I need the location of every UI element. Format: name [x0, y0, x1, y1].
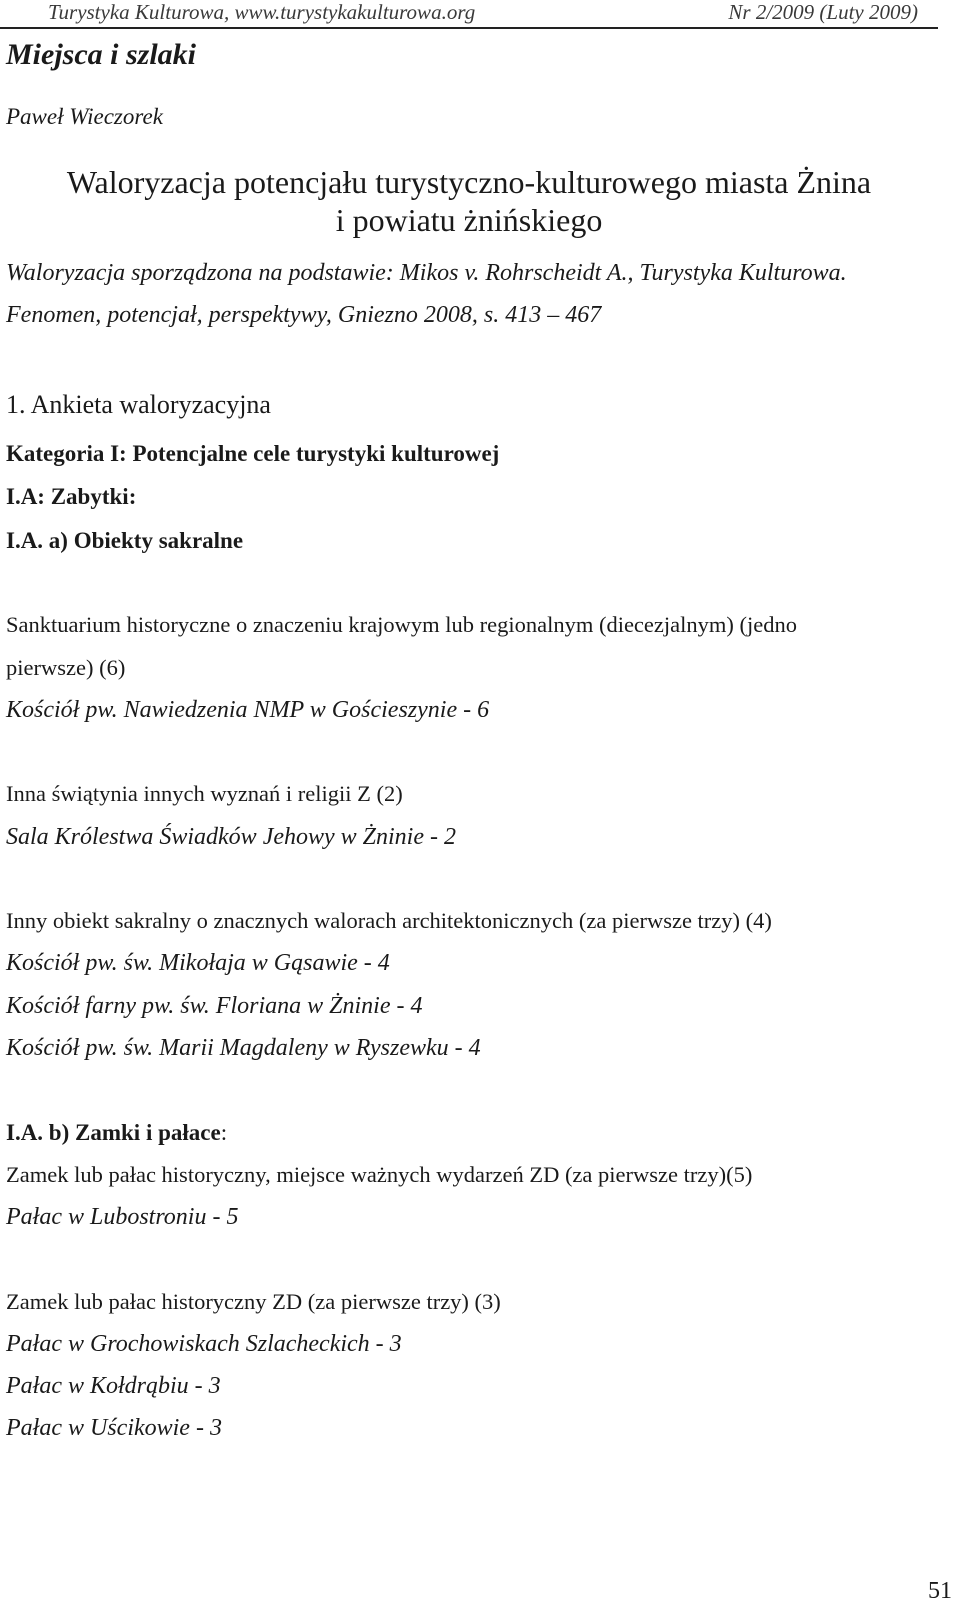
- list-item: Kościół farny pw. św. Floriana w Żninie - 4: [6, 993, 423, 1019]
- source-line1: Waloryzacja sporządzona na podstawie: Mikos v. Rohrscheidt A., Turystyka Kulturowa.: [6, 260, 847, 286]
- obiekty-sakralne-heading: I.A. a) Obiekty sakralne: [6, 528, 244, 553]
- list-item: Pałac w Lubostroniu - 5: [6, 1204, 239, 1230]
- list-item: Pałac w Uścikowie - 3: [6, 1415, 222, 1441]
- zamki-palace-label: I.A. b) Zamki i pałace: [6, 1120, 221, 1145]
- inny-obiekt-category: Inny obiekt sakralny o znacznych walorach architektonicznych (za pierwsze trzy) (4): [6, 908, 772, 933]
- list-item: Kościół pw. św. Mikołaja w Gąsawie - 4: [6, 950, 390, 976]
- source-line2: Fenomen, potencjał, perspektywy, Gniezno 2008, s. 413 – 467: [6, 302, 602, 328]
- section-title: Miejsca i szlaki: [6, 38, 197, 71]
- list-item: Sala Królestwa Świadków Jehowy w Żninie - 2: [6, 824, 456, 850]
- list-item: Pałac w Kołdrąbiu - 3: [6, 1373, 221, 1399]
- running-header-right: Nr 2/2009 (Luty 2009): [728, 0, 918, 24]
- zamki-palace-heading: [6, 1120, 227, 1146]
- sanktuarium-line2: pierwsze) (6): [6, 655, 126, 680]
- zabytki-heading: I.A: Zabytki:: [6, 484, 137, 509]
- page-number: 51: [928, 1578, 952, 1604]
- author: Paweł Wieczorek: [6, 104, 163, 129]
- article-title-line1: Waloryzacja potencjału turystyczno-kulturowego miasta Żnina: [66, 164, 872, 200]
- heading-colon: :: [220, 1120, 228, 1145]
- header-rule: [0, 27, 938, 29]
- zamek-category-2: Zamek lub pałac historyczny ZD (za pierwsze trzy) (3): [6, 1289, 501, 1314]
- zamek-category-1: Zamek lub pałac historyczny, miejsce ważnych wydarzeń ZD (za pierwsze trzy)(5): [6, 1162, 753, 1187]
- list-item: Kościół pw. Nawiedzenia NMP w Gościeszynie - 6: [6, 697, 490, 723]
- article-title-line2: i powiatu żnińskiego: [335, 202, 603, 238]
- sanktuarium-line1: Sanktuarium historyczne o znaczeniu krajowym lub regionalnym (diecezjalnym) (jedno: [6, 612, 797, 637]
- list-item: Kościół pw. św. Marii Magdaleny w Ryszewku - 4: [6, 1035, 481, 1061]
- ankieta-heading: 1. Ankieta waloryzacyjna: [6, 390, 271, 419]
- list-item: Pałac w Grochowiskach Szlacheckich - 3: [6, 1331, 402, 1357]
- kategoria-heading: Kategoria I: Potencjalne cele turystyki kulturowej: [6, 441, 500, 466]
- running-header-left: Turystyka Kulturowa, www.turystykakulturowa.org: [48, 0, 476, 24]
- inna-swiatynia-category: Inna świątynia innych wyznań i religii Z (2): [6, 781, 403, 806]
